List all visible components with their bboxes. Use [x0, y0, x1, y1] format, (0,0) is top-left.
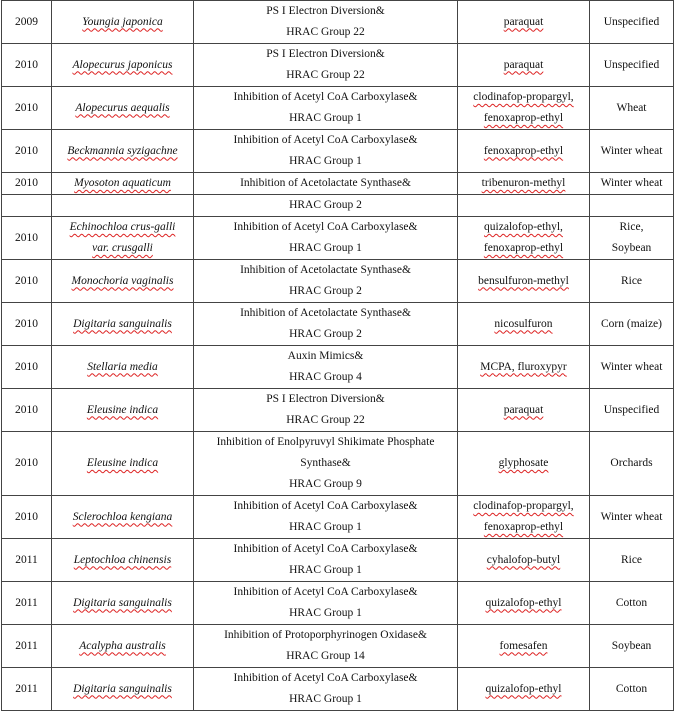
- cell-crop-text: Rice: [620, 274, 643, 287]
- cell-species-text: Eleusine indica: [86, 403, 159, 416]
- cell-crop-text: Cotton: [615, 596, 648, 609]
- cell-year-text: 2010: [15, 510, 38, 523]
- cell-herbicide-text: tribenuron-methyl: [481, 177, 566, 189]
- table-row: [2, 389, 674, 432]
- cell-mode-of-action: [194, 496, 458, 539]
- cell-crop-text: Rice,: [619, 221, 644, 233]
- cell-herbicide: [458, 87, 590, 130]
- cell-year-text: 2010: [15, 360, 38, 373]
- cell-species-text: Leptochloa chinensis: [73, 553, 172, 566]
- cell-year: [2, 496, 52, 539]
- cell-herbicide: [458, 1, 590, 44]
- cell-mode-of-action-text: HRAC Group 14: [286, 650, 365, 662]
- cell-crop-text: Orchards: [610, 457, 653, 469]
- cell-herbicide-text: bensulfuron-methyl: [478, 274, 569, 287]
- cell-crop: [590, 217, 674, 260]
- cell-year: [2, 582, 52, 625]
- cell-crop-text: Winter wheat: [600, 360, 663, 373]
- cell-herbicide-text: clodinafop-propargyl,: [473, 91, 574, 103]
- cell-year-text: 2010: [15, 177, 38, 189]
- cell-year: [2, 303, 52, 346]
- cell-species: [52, 496, 194, 539]
- cell-species: [52, 195, 194, 217]
- cell-year-text: 2010: [15, 231, 38, 244]
- cell-herbicide: [458, 260, 590, 303]
- cell-mode-of-action-text: HRAC Group 9: [289, 478, 362, 490]
- cell-mode-of-action: [194, 539, 458, 582]
- cell-mode-of-action-text: Inhibition of Acetolactate Synthase&: [240, 177, 411, 189]
- cell-herbicide-text: clodinafop-propargyl,: [473, 500, 574, 512]
- cell-herbicide-text: nicosulfuron: [494, 317, 553, 330]
- table-row: [2, 44, 674, 87]
- resistance-table: [1, 0, 674, 711]
- cell-mode-of-action-text: HRAC Group 1: [289, 112, 362, 124]
- cell-mode-of-action-text: HRAC Group 22: [286, 414, 365, 426]
- cell-herbicide-text: paraquat: [503, 15, 544, 28]
- table-row: [2, 87, 674, 130]
- table-row: [2, 195, 674, 217]
- cell-crop-text: Soybean: [611, 639, 652, 652]
- cell-crop: [590, 389, 674, 432]
- cell-mode-of-action: [194, 1, 458, 44]
- cell-species-text: Digitaria sanguinalis: [73, 682, 172, 695]
- cell-herbicide-text: paraquat: [503, 58, 544, 71]
- cell-species: [52, 346, 194, 389]
- cell-mode-of-action-text: Inhibition of Acetyl CoA Carboxylase&: [233, 221, 418, 233]
- cell-mode-of-action: [194, 346, 458, 389]
- cell-herbicide-text: fomesafen: [499, 639, 548, 652]
- cell-species: [52, 130, 194, 173]
- cell-species-text: Echinochloa crus-galli: [69, 221, 176, 233]
- cell-year: [2, 173, 52, 195]
- cell-year-text: 2009: [15, 15, 38, 28]
- cell-species: [52, 173, 194, 195]
- table-row: [2, 260, 674, 303]
- cell-crop: [590, 496, 674, 539]
- cell-species: [52, 625, 194, 668]
- cell-herbicide: [458, 303, 590, 346]
- cell-mode-of-action: [194, 668, 458, 711]
- cell-mode-of-action-text: HRAC Group 1: [289, 521, 362, 533]
- cell-year: [2, 668, 52, 711]
- cell-mode-of-action-text: HRAC Group 2: [289, 328, 362, 340]
- cell-herbicide: [458, 195, 590, 217]
- cell-species: [52, 582, 194, 625]
- cell-mode-of-action-text: HRAC Group 22: [286, 69, 365, 81]
- cell-mode-of-action: [194, 217, 458, 260]
- cell-crop-text: Wheat: [616, 101, 647, 114]
- cell-mode-of-action-text: HRAC Group 2: [289, 285, 362, 297]
- cell-year: [2, 130, 52, 173]
- cell-year: [2, 217, 52, 260]
- cell-mode-of-action: [194, 173, 458, 195]
- cell-year-text: 2010: [15, 58, 38, 71]
- cell-herbicide: [458, 539, 590, 582]
- cell-crop: [590, 668, 674, 711]
- cell-mode-of-action-text: Inhibition of Acetolactate Synthase&: [240, 264, 411, 276]
- cell-year-text: 2011: [15, 596, 38, 609]
- cell-species-text: Alopecurus japonicus: [72, 58, 173, 71]
- table-row: [2, 625, 674, 668]
- cell-herbicide-text: fenoxaprop-ethyl: [483, 242, 564, 254]
- cell-mode-of-action-text: HRAC Group 1: [289, 242, 362, 254]
- cell-mode-of-action-text: Inhibition of Enolpyruvyl Shikimate Phosphate: [216, 436, 435, 448]
- cell-herbicide-text: quizalofop-ethyl: [485, 596, 562, 609]
- cell-crop: [590, 303, 674, 346]
- cell-mode-of-action-text: Inhibition of Acetyl CoA Carboxylase&: [233, 586, 418, 598]
- table-row: [2, 173, 674, 195]
- cell-mode-of-action-text: Inhibition of Acetolactate Synthase&: [240, 307, 411, 319]
- cell-crop-text: Rice: [620, 553, 643, 566]
- cell-crop: [590, 195, 674, 217]
- cell-herbicide: [458, 389, 590, 432]
- cell-year-text: 2011: [15, 682, 38, 695]
- cell-crop-text: Winter wheat: [600, 177, 663, 189]
- table-row: [2, 303, 674, 346]
- cell-mode-of-action-text: PS I Electron Diversion&: [266, 5, 385, 17]
- cell-species-text: Beckmannia syzigachne: [67, 144, 178, 157]
- cell-herbicide-text: MCPA, fluroxypyr: [480, 360, 567, 373]
- cell-herbicide: [458, 432, 590, 496]
- cell-species: [52, 87, 194, 130]
- cell-mode-of-action: [194, 625, 458, 668]
- cell-mode-of-action-text: Auxin Mimics&: [287, 350, 364, 362]
- cell-crop-text: Winter wheat: [600, 510, 663, 523]
- cell-year: [2, 195, 52, 217]
- cell-species: [52, 668, 194, 711]
- cell-mode-of-action-text: PS I Electron Diversion&: [266, 393, 385, 405]
- cell-species-text: var. crusgalli: [92, 242, 153, 254]
- cell-mode-of-action-text: Synthase&: [300, 457, 351, 469]
- cell-herbicide-text: fenoxaprop-ethyl: [483, 521, 564, 533]
- cell-mode-of-action: [194, 432, 458, 496]
- cell-crop-text: Winter wheat: [600, 144, 663, 157]
- cell-species: [52, 1, 194, 44]
- cell-species-text: Alopecurus aequalis: [75, 101, 170, 114]
- cell-herbicide-text: quizalofop-ethyl: [485, 682, 562, 695]
- table-row: [2, 217, 674, 260]
- cell-crop-text: Corn (maize): [601, 317, 662, 330]
- cell-species: [52, 303, 194, 346]
- cell-species-text: Eleusine indica: [86, 457, 159, 469]
- cell-mode-of-action: [194, 303, 458, 346]
- cell-crop: [590, 346, 674, 389]
- cell-year: [2, 539, 52, 582]
- cell-mode-of-action-text: Inhibition of Acetyl CoA Carboxylase&: [233, 500, 418, 512]
- cell-species: [52, 44, 194, 87]
- cell-mode-of-action-text: HRAC Group 1: [289, 693, 362, 705]
- cell-herbicide: [458, 496, 590, 539]
- cell-year: [2, 1, 52, 44]
- table-row: [2, 432, 674, 496]
- cell-crop: [590, 260, 674, 303]
- cell-year-text: 2010: [15, 101, 38, 114]
- cell-species-text: Acalypha australis: [79, 639, 166, 652]
- cell-mode-of-action: [194, 389, 458, 432]
- cell-species-text: Digitaria sanguinalis: [73, 596, 172, 609]
- cell-mode-of-action-text: Inhibition of Protoporphyrinogen Oxidase&: [224, 629, 427, 641]
- cell-mode-of-action: [194, 44, 458, 87]
- cell-crop: [590, 44, 674, 87]
- cell-herbicide: [458, 173, 590, 195]
- cell-crop: [590, 130, 674, 173]
- cell-crop: [590, 625, 674, 668]
- cell-year: [2, 346, 52, 389]
- cell-mode-of-action: [194, 195, 458, 217]
- cell-species: [52, 539, 194, 582]
- cell-year-text: 2010: [15, 274, 38, 287]
- cell-year: [2, 87, 52, 130]
- cell-year-text: 2010: [15, 144, 38, 157]
- cell-mode-of-action-text: Inhibition of Acetyl CoA Carboxylase&: [233, 543, 418, 555]
- cell-mode-of-action-text: HRAC Group 2: [289, 199, 362, 211]
- cell-herbicide: [458, 625, 590, 668]
- cell-crop-text: Unspecified: [603, 403, 660, 416]
- table-row: [2, 346, 674, 389]
- table-body: [2, 1, 674, 711]
- table-row: [2, 582, 674, 625]
- table-row: [2, 130, 674, 173]
- cell-crop: [590, 432, 674, 496]
- cell-herbicide-text: fenoxaprop-ethyl: [483, 144, 564, 157]
- cell-year: [2, 432, 52, 496]
- cell-mode-of-action-text: Inhibition of Acetyl CoA Carboxylase&: [233, 134, 418, 146]
- cell-herbicide: [458, 582, 590, 625]
- cell-species-text: Monochoria vaginalis: [71, 274, 174, 287]
- cell-mode-of-action-text: PS I Electron Diversion&: [266, 48, 385, 60]
- cell-crop: [590, 582, 674, 625]
- cell-year-text: 2010: [15, 403, 38, 416]
- cell-year: [2, 389, 52, 432]
- cell-species: [52, 432, 194, 496]
- cell-mode-of-action: [194, 582, 458, 625]
- cell-crop: [590, 87, 674, 130]
- cell-mode-of-action-text: HRAC Group 1: [289, 155, 362, 167]
- cell-mode-of-action-text: HRAC Group 1: [289, 607, 362, 619]
- cell-year: [2, 625, 52, 668]
- table-row: [2, 668, 674, 711]
- cell-crop-text: Cotton: [615, 682, 648, 695]
- cell-species-text: Stellaria media: [87, 360, 158, 373]
- cell-year-text: 2011: [15, 639, 38, 652]
- cell-crop: [590, 173, 674, 195]
- cell-mode-of-action: [194, 260, 458, 303]
- table-row: [2, 496, 674, 539]
- cell-crop-text: Unspecified: [603, 15, 660, 28]
- cell-crop-text: Unspecified: [603, 58, 660, 71]
- cell-herbicide-text: fenoxaprop-ethyl: [483, 112, 564, 124]
- cell-year: [2, 44, 52, 87]
- cell-herbicide-text: glyphosate: [498, 457, 549, 469]
- cell-year-text: 2010: [15, 457, 38, 469]
- cell-herbicide-text: paraquat: [503, 403, 544, 416]
- cell-herbicide: [458, 44, 590, 87]
- cell-crop: [590, 539, 674, 582]
- cell-species: [52, 217, 194, 260]
- cell-herbicide: [458, 130, 590, 173]
- cell-herbicide-text: quizalofop-ethyl,: [484, 221, 563, 233]
- cell-mode-of-action: [194, 130, 458, 173]
- cell-crop: [590, 1, 674, 44]
- cell-species-text: Youngia japonica: [82, 15, 163, 28]
- cell-year-text: 2011: [15, 553, 38, 566]
- cell-herbicide: [458, 217, 590, 260]
- table-row: [2, 1, 674, 44]
- cell-mode-of-action-text: HRAC Group 22: [286, 26, 365, 38]
- cell-herbicide: [458, 346, 590, 389]
- cell-herbicide-text: cyhalofop-butyl: [486, 553, 561, 566]
- cell-species: [52, 260, 194, 303]
- cell-mode-of-action: [194, 87, 458, 130]
- cell-herbicide: [458, 668, 590, 711]
- cell-crop-text: Soybean: [611, 242, 652, 254]
- cell-mode-of-action-text: HRAC Group 1: [289, 564, 362, 576]
- table-row: [2, 539, 674, 582]
- cell-mode-of-action-text: Inhibition of Acetyl CoA Carboxylase&: [233, 672, 418, 684]
- cell-species-text: Sclerochloa kengiana: [72, 510, 173, 523]
- cell-year-text: 2010: [15, 317, 38, 330]
- cell-species: [52, 389, 194, 432]
- cell-mode-of-action-text: Inhibition of Acetyl CoA Carboxylase&: [233, 91, 418, 103]
- cell-species-text: Myosoton aquaticum: [74, 177, 171, 189]
- cell-year: [2, 260, 52, 303]
- cell-mode-of-action-text: HRAC Group 4: [289, 371, 362, 383]
- cell-species-text: Digitaria sanguinalis: [73, 317, 172, 330]
